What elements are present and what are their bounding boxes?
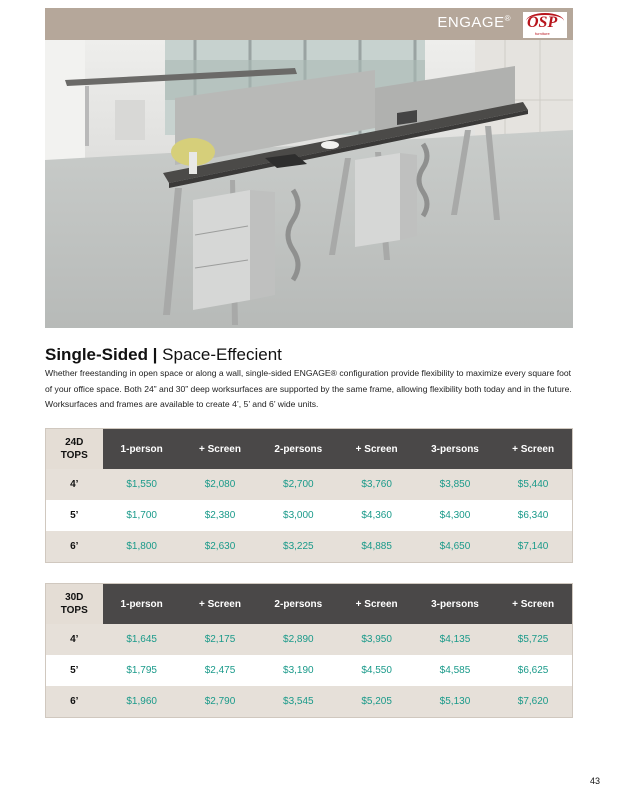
column-header: 3-persons [416, 429, 494, 470]
table-row: 6’ $1,800 $2,630 $3,225 $4,885 $4,650 $7,140 [46, 531, 573, 563]
price-table-24d [45, 428, 573, 563]
column-header: + Screen [337, 429, 415, 470]
table-corner-30d: 30D TOPS [46, 584, 103, 625]
table-row: 5’ $1,795 $2,475 $3,190 $4,550 $4,585 $6,625 [46, 655, 573, 686]
table-corner-24d: 24D TOPS [46, 429, 103, 470]
column-header: + Screen [494, 429, 572, 470]
brand-title: ENGAGE® [437, 14, 511, 31]
page-number: 43 [589, 776, 600, 786]
price-table-30d [45, 583, 573, 718]
osp-logo: OSP furniture [523, 12, 567, 38]
product-photo [45, 40, 573, 328]
table-row: 4’ $1,645 $2,175 $2,890 $3,950 $4,135 $5,725 [46, 624, 573, 655]
column-header: + Screen [181, 584, 259, 625]
section-description: Whether freestanding in open space or along a wall, single-sided ENGAGE® configuration provide flexibility to maximize every square foot of your office space. Both 24” and 30” deep worksurfaces are supported by the same frame, allowing flexibility both today and in the future. Worksurfaces and frames are available to create 4’, 5’ and 6’ wide units. [45, 368, 572, 409]
table-row: 5’ $1,700 $2,380 $3,000 $4,360 $4,300 $6,340 [46, 500, 573, 531]
column-header: + Screen [337, 584, 415, 625]
column-header: 1-person [103, 429, 181, 470]
table-row: 4’ $1,550 $2,080 $2,700 $3,760 $3,850 $5,440 [46, 469, 573, 500]
column-header: + Screen [494, 584, 572, 625]
section-title: Single-Sided | Space-Effecient [45, 345, 282, 364]
column-header: 2-persons [259, 584, 337, 625]
column-header: 3-persons [416, 584, 494, 625]
column-header: 2-persons [259, 429, 337, 470]
header-band [45, 8, 573, 40]
column-header: 1-person [103, 584, 181, 625]
column-header: + Screen [181, 429, 259, 470]
table-row: 6’ $1,960 $2,790 $3,545 $5,205 $5,130 $7,620 [46, 686, 573, 718]
